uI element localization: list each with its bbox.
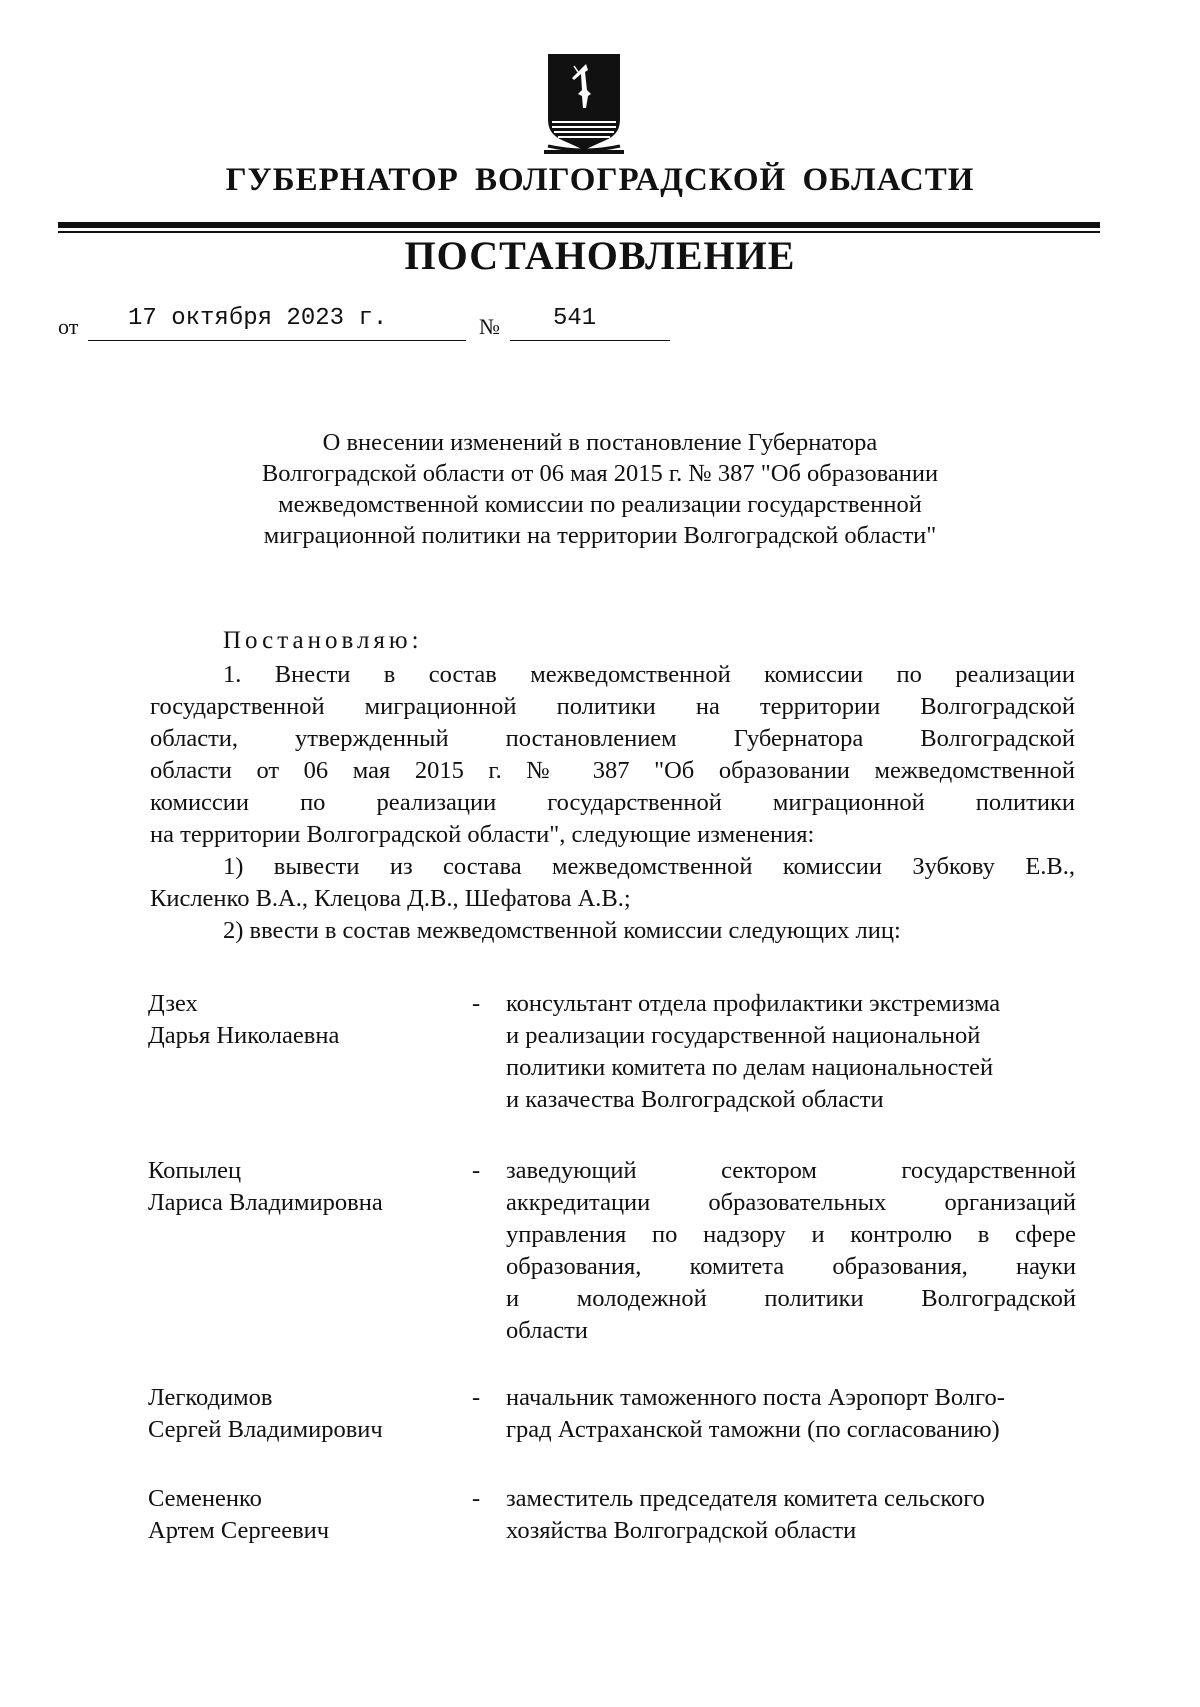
member-name xyxy=(148,1382,458,1446)
position-line: град Астраханской таможни (по согласованию) xyxy=(506,1416,1000,1443)
document-subject xyxy=(160,427,1040,551)
number-underline xyxy=(510,340,670,341)
number-label: № xyxy=(479,314,500,339)
paragraph-line: на территории Волгоградской области", следующие изменения: xyxy=(150,821,815,848)
position-line: и реализации государственной национальной xyxy=(506,1022,981,1049)
paragraph-line: Кисленко В.А., Клецова Д.В., Шефатова А.В.; xyxy=(150,885,631,912)
resolve-word: Постановляю: xyxy=(223,627,423,654)
position-line: аккредитации образовательных организаций xyxy=(506,1189,1076,1216)
member-dash: - xyxy=(472,1157,481,1184)
paragraph-line: 2) ввести в состав межведомственной комиссии следующих лиц: xyxy=(223,917,901,944)
issuing-authority: ГУБЕРНАТОР ВОЛГОГРАДСКОЙ ОБЛАСТИ xyxy=(225,162,975,198)
member-position xyxy=(506,1155,1076,1347)
subject-line: миграционной политики на территории Волгоградской области" xyxy=(263,522,937,549)
paragraph-line: государственной миграционной политики на территории Волгоградской xyxy=(150,693,1075,720)
member-surname: Дзех xyxy=(148,990,198,1017)
position-line: области xyxy=(506,1317,588,1344)
item-1-paragraph xyxy=(150,659,1075,851)
member-surname: Семененко xyxy=(148,1485,262,1512)
member-given-name: Лариса Владимировна xyxy=(148,1189,383,1216)
member-position xyxy=(506,1382,1076,1446)
position-line: политики комитета по делам национальностей xyxy=(506,1054,994,1081)
item-1-1-paragraph xyxy=(150,851,1075,915)
item-1-2-paragraph xyxy=(150,915,1075,947)
member-name xyxy=(148,1483,458,1547)
subject-line: Волгоградской области от 06 мая 2015 г. № 387 "Об образовании xyxy=(261,460,939,487)
position-line: и казачества Волгоградской области xyxy=(506,1086,884,1113)
position-line: консультант отдела профилактики экстремизма xyxy=(506,990,1001,1017)
member-given-name: Сергей Владимирович xyxy=(148,1416,383,1443)
member-position xyxy=(506,1483,1076,1547)
paragraph-line: комиссии по реализации государственной миграционной политики xyxy=(150,789,1075,816)
position-line: заведующий сектором государственной xyxy=(506,1157,1076,1184)
member-dash: - xyxy=(472,990,481,1017)
subject-line: межведомственной комиссии по реализации государственной xyxy=(278,491,922,518)
member-name xyxy=(148,988,458,1052)
position-line: образования, комитета образования, науки xyxy=(506,1253,1076,1280)
member-surname: Копылец xyxy=(148,1157,242,1184)
paragraph-line: 1) вывести из состава межведомственной комиссии Зубкову Е.В., xyxy=(223,853,1075,880)
member-given-name: Дарья Николаевна xyxy=(148,1022,340,1049)
header-divider xyxy=(58,222,1100,228)
number-value: 541 xyxy=(553,305,597,332)
date-label: от xyxy=(58,314,79,339)
member-dash: - xyxy=(472,1384,481,1411)
position-line: управления по надзору и контролю в сфере xyxy=(506,1221,1076,1248)
paragraph-line: области от 06 мая 2015 г. № 387 "Об образовании межведомственной xyxy=(150,757,1075,784)
coat-of-arms-icon xyxy=(544,50,624,156)
member-given-name: Артем Сергеевич xyxy=(148,1517,330,1544)
document-type-title: ПОСТАНОВЛЕНИЕ xyxy=(404,233,796,278)
position-line: и молодежной политики Волгоградской xyxy=(506,1285,1076,1312)
position-line: хозяйства Волгоградской области xyxy=(506,1517,857,1544)
member-position xyxy=(506,988,1076,1116)
subject-line: О внесении изменений в постановление Губернатора xyxy=(322,429,878,456)
position-line: начальник таможенного поста Аэропорт Волго- xyxy=(506,1384,1005,1411)
paragraph-line: 1. Внести в состав межведомственной комиссии по реализации xyxy=(223,661,1075,688)
date-value: 17 октября 2023 г. xyxy=(128,305,388,332)
position-line: заместитель председателя комитета сельского xyxy=(506,1485,985,1512)
member-name xyxy=(148,1155,458,1219)
paragraph-line: области, утвержденный постановлением Губернатора Волгоградской xyxy=(150,725,1075,752)
member-surname: Легкодимов xyxy=(148,1384,273,1411)
member-dash: - xyxy=(472,1485,481,1512)
date-underline xyxy=(88,340,466,341)
